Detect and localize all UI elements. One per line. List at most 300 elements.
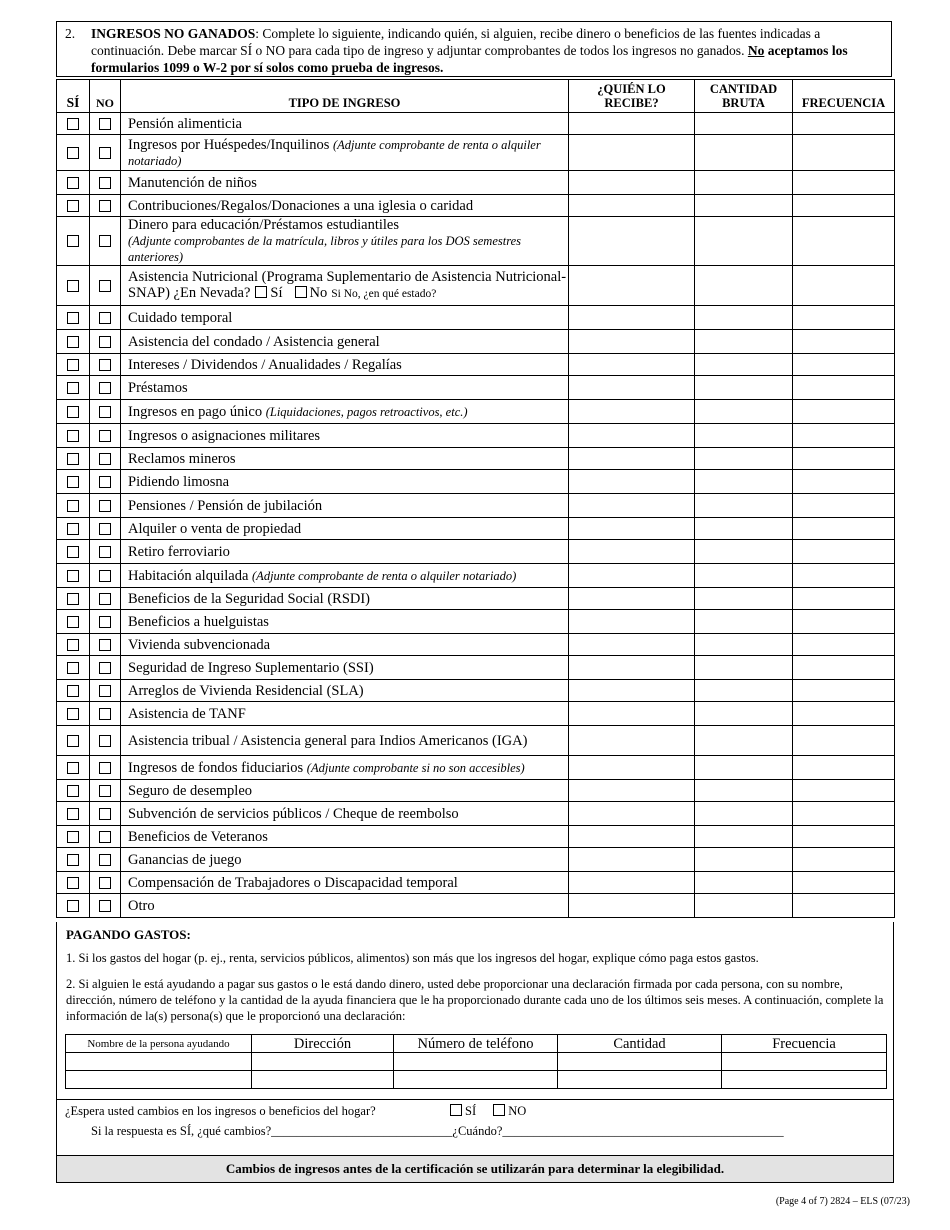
yes-checkbox[interactable] [67,639,79,651]
no-cell [90,266,121,306]
no-checkbox[interactable] [99,662,111,674]
yes-cell [57,826,90,848]
amount-cell[interactable] [695,330,793,354]
who-cell[interactable] [569,400,695,424]
yes-checkbox[interactable] [67,616,79,628]
frequency-cell[interactable] [793,306,895,330]
section-number: 2. [65,26,76,41]
no-cell [90,330,121,354]
amount-cell[interactable] [695,780,793,802]
yes-cell [57,135,90,171]
yes-cell [57,780,90,802]
frequency-cell[interactable] [793,540,895,564]
amount-cell[interactable] [695,802,793,826]
who-cell[interactable] [569,540,695,564]
expenses-title: PAGANDO GASTOS: [66,927,191,942]
no-cell [90,826,121,848]
yes-checkbox[interactable] [67,570,79,582]
helper-name-cell[interactable] [66,1053,252,1071]
frequency-cell[interactable] [793,113,895,135]
yes-cell [57,113,90,135]
yes-cell [57,494,90,518]
frequency-cell[interactable] [793,872,895,894]
no-checkbox[interactable] [99,708,111,720]
instructions-no: No [747,43,765,58]
income-rows [57,113,895,918]
helper-amount-cell[interactable] [558,1071,722,1089]
yes-checkbox[interactable] [67,546,79,558]
yes-cell [57,540,90,564]
amount-cell[interactable] [695,306,793,330]
frequency-cell[interactable] [793,171,895,195]
amount-cell[interactable] [695,195,793,217]
no-checkbox[interactable] [99,476,111,488]
income-type-label [121,113,569,135]
who-cell[interactable] [569,756,695,780]
yes-checkbox[interactable] [67,453,79,465]
frequency-cell[interactable] [793,448,895,470]
income-type-note: (Adjunte comprobante si no son accesibles) [306,760,525,775]
no-checkbox[interactable] [99,854,111,866]
helper-frequency-cell[interactable] [722,1053,887,1071]
frequency-cell[interactable] [793,330,895,354]
amount-cell[interactable] [695,826,793,848]
who-cell[interactable] [569,826,695,848]
income-type-label [121,400,569,424]
income-type-label [121,848,569,872]
amount-cell[interactable] [695,217,793,266]
amount-cell[interactable] [695,634,793,656]
frequency-cell[interactable] [793,400,895,424]
no-checkbox[interactable] [99,280,111,292]
no-checkbox[interactable] [99,523,111,535]
no-checkbox[interactable] [99,500,111,512]
no-cell [90,894,121,918]
income-type-label [121,354,569,376]
col-yes: SÍ [57,80,90,113]
frequency-cell[interactable] [793,135,895,171]
income-row [57,680,895,702]
yes-checkbox[interactable] [67,118,79,130]
yes-cell [57,564,90,588]
yes-cell [57,217,90,266]
frequency-cell[interactable] [793,494,895,518]
yes-checkbox[interactable] [67,808,79,820]
instructions-text: : Complete lo siguiente, indicando quién, si alguien, recibe dinero o beneficios de las fuentes indicadas a continuación. Debe marcar SÍ o NO para cada tipo de ingreso y adjuntar comprobantes de todos los ingresos no ganados. [91,26,821,58]
yes-checkbox[interactable] [67,476,79,488]
income-row [57,780,895,802]
no-checkbox[interactable] [99,200,111,212]
yes-checkbox[interactable] [67,523,79,535]
no-cell [90,588,121,610]
income-row [57,354,895,376]
who-cell[interactable] [569,588,695,610]
amount-cell[interactable] [695,113,793,135]
frequency-cell[interactable] [793,564,895,588]
frequency-cell[interactable] [793,195,895,217]
amount-cell[interactable] [695,376,793,400]
amount-cell[interactable] [695,540,793,564]
who-cell[interactable] [569,872,695,894]
yes-checkbox[interactable] [67,147,79,159]
no-checkbox[interactable] [99,616,111,628]
amount-cell[interactable] [695,470,793,494]
frequency-cell[interactable] [793,266,895,306]
amount-cell[interactable] [695,872,793,894]
income-type-text: Asistencia Nutricional (Programa Suplementario de Asistencia Nutricional-SNAP) ¿En Nevada? [128,269,567,301]
amount-cell[interactable] [695,756,793,780]
yes-checkbox[interactable] [67,593,79,605]
no-checkbox[interactable] [99,312,111,324]
who-cell[interactable] [569,680,695,702]
amount-cell[interactable] [695,726,793,756]
income-type-text: Asistencia tribual / Asistencia general para Indios Americanos (IGA) [128,732,528,749]
no-checkbox[interactable] [99,235,111,247]
no-cell [90,702,121,726]
income-type-text: Préstamos [128,379,188,396]
no-cell [90,872,121,894]
who-cell[interactable] [569,470,695,494]
income-row [57,135,895,171]
helper-amount-cell[interactable] [558,1053,722,1071]
helper-name-cell[interactable] [66,1071,252,1089]
income-type-label [121,656,569,680]
who-cell[interactable] [569,354,695,376]
frequency-cell[interactable] [793,470,895,494]
no-cell [90,518,121,540]
helpers-col-amount: Cantidad [558,1035,722,1053]
who-cell[interactable] [569,448,695,470]
snap-no-checkbox[interactable] [295,286,307,298]
income-type-label [121,780,569,802]
amount-cell[interactable] [695,354,793,376]
income-type-label [121,494,569,518]
income-type-label [121,448,569,470]
yes-checkbox[interactable] [67,177,79,189]
who-cell[interactable] [569,135,695,171]
yes-checkbox[interactable] [67,359,79,371]
no-cell [90,306,121,330]
changes-section [56,1099,894,1156]
helper-phone-cell[interactable] [394,1071,558,1089]
income-row [57,564,895,588]
who-cell[interactable] [569,424,695,448]
income-type-label [121,680,569,702]
who-cell[interactable] [569,610,695,634]
who-cell[interactable] [569,656,695,680]
income-row [57,306,895,330]
income-type-text: Alquiler o venta de propiedad [128,520,302,537]
income-type-label [121,376,569,400]
instructions-bold: aceptamos los formularios 1099 o W-2 por sí solos como prueba de ingresos. [91,43,848,75]
income-row [57,518,895,540]
page-number: (Page 4 of 7) 2824 – ELS (07/23) [775,1196,910,1207]
no-checkbox[interactable] [99,453,111,465]
no-checkbox[interactable] [99,382,111,394]
income-type-text: Seguro de desempleo [128,782,253,799]
who-cell[interactable] [569,726,695,756]
no-cell [90,113,121,135]
income-row [57,424,895,448]
yes-checkbox[interactable] [67,685,79,697]
frequency-cell[interactable] [793,726,895,756]
amount-cell[interactable] [695,588,793,610]
amount-cell[interactable] [695,424,793,448]
amount-cell[interactable] [695,610,793,634]
no-checkbox[interactable] [99,639,111,651]
frequency-cell[interactable] [793,518,895,540]
frequency-cell[interactable] [793,848,895,872]
income-type-text: Contribuciones/Regalos/Donaciones a una iglesia o caridad [128,197,474,214]
frequency-cell[interactable] [793,634,895,656]
no-checkbox[interactable] [99,546,111,558]
income-row [57,894,895,918]
amount-cell[interactable] [695,171,793,195]
frequency-cell[interactable] [793,610,895,634]
no-checkbox[interactable] [99,336,111,348]
snap-no-label: No [309,285,328,301]
amount-cell[interactable] [695,656,793,680]
snap-yes-label: Sí [270,285,283,301]
income-row [57,802,895,826]
income-type-text: Manutención de niños [128,174,257,191]
yes-checkbox[interactable] [67,900,79,912]
no-checkbox[interactable] [99,685,111,697]
income-row [57,217,895,266]
no-cell [90,726,121,756]
amount-cell[interactable] [695,494,793,518]
helper-address-cell[interactable] [252,1071,394,1089]
income-type-text: Cuidado temporal [128,309,233,326]
col-frequency: FRECUENCIA [793,80,895,113]
income-type-label [121,564,569,588]
no-checkbox[interactable] [99,831,111,843]
frequency-cell[interactable] [793,702,895,726]
yes-cell [57,656,90,680]
income-type-text: Pidiendo limosna [128,473,230,490]
income-type-text: Ingresos por Huéspedes/Inquilinos [128,136,333,153]
who-cell[interactable] [569,376,695,400]
no-cell [90,424,121,448]
frequency-cell[interactable] [793,680,895,702]
amount-cell[interactable] [695,448,793,470]
yes-checkbox[interactable] [67,312,79,324]
amount-cell[interactable] [695,894,793,918]
who-cell[interactable] [569,306,695,330]
yes-checkbox[interactable] [67,785,79,797]
yes-checkbox[interactable] [67,854,79,866]
no-cell [90,376,121,400]
helper-phone-cell[interactable] [394,1053,558,1071]
income-type-text: Dinero para educación/Préstamos estudiantiles [128,217,399,233]
income-type-label [121,171,569,195]
no-cell [90,448,121,470]
no-cell [90,564,121,588]
yes-cell [57,518,90,540]
frequency-cell[interactable] [793,354,895,376]
yes-checkbox[interactable] [67,382,79,394]
frequency-cell[interactable] [793,376,895,400]
frequency-cell[interactable] [793,780,895,802]
yes-cell [57,448,90,470]
amount-cell[interactable] [695,518,793,540]
yes-cell [57,610,90,634]
no-cell [90,680,121,702]
income-type-text: Beneficios de Veteranos [128,828,268,845]
income-row [57,656,895,680]
income-type-text: Ganancias de juego [128,851,242,868]
yes-checkbox[interactable] [67,762,79,774]
who-cell[interactable] [569,702,695,726]
who-cell[interactable] [569,494,695,518]
snap-yes-checkbox[interactable] [255,286,267,298]
who-cell[interactable] [569,217,695,266]
yes-checkbox[interactable] [67,708,79,720]
income-row [57,448,895,470]
helpers-row [66,1071,887,1089]
yes-checkbox[interactable] [67,735,79,747]
changes-no-checkbox[interactable] [493,1104,505,1116]
income-type-label [121,894,569,918]
income-type-label [121,217,569,266]
income-type-text: Otro [128,897,155,914]
income-type-text: Retiro ferroviario [128,543,230,560]
no-checkbox[interactable] [99,785,111,797]
helper-address-cell[interactable] [252,1053,394,1071]
who-cell[interactable] [569,802,695,826]
income-type-text: Reclamos mineros [128,450,236,467]
helpers-table [65,1034,887,1089]
frequency-cell[interactable] [793,588,895,610]
income-row [57,266,895,306]
frequency-cell[interactable] [793,756,895,780]
yes-checkbox[interactable] [67,280,79,292]
who-cell[interactable] [569,113,695,135]
yes-cell [57,894,90,918]
yes-checkbox[interactable] [67,662,79,674]
frequency-cell[interactable] [793,217,895,266]
income-row [57,400,895,424]
income-type-label [121,470,569,494]
yes-checkbox[interactable] [67,500,79,512]
income-row [57,171,895,195]
no-cell [90,656,121,680]
no-checkbox[interactable] [99,570,111,582]
col-who: ¿QUIÉN LO RECIBE? [569,80,695,113]
who-cell[interactable] [569,195,695,217]
yes-checkbox[interactable] [67,336,79,348]
no-checkbox[interactable] [99,735,111,747]
amount-cell[interactable] [695,702,793,726]
income-type-label [121,826,569,848]
col-no: NO [90,80,121,113]
yes-checkbox[interactable] [67,235,79,247]
expenses-question-2: 2. Si alguien le está ayudando a pagar sus gastos o le está dando dinero, usted debe proporcionar una declaración firmada por cada persona, con su nombre, dirección, número de teléfono y la cantidad de la ayuda financiera que le ha proporcionado durante cada uno de los últimos seis meses. A continuación, complete la información de la(s) persona(s) que le proporcionó una declaración: [66,977,884,1023]
yes-checkbox[interactable] [67,406,79,418]
income-row [57,540,895,564]
income-type-label [121,756,569,780]
no-checkbox[interactable] [99,430,111,442]
frequency-cell[interactable] [793,826,895,848]
who-cell[interactable] [569,780,695,802]
section-instructions [91,25,887,76]
yes-checkbox[interactable] [67,877,79,889]
income-type-text: Beneficios a huelguistas [128,613,269,630]
amount-cell[interactable] [695,680,793,702]
amount-cell[interactable] [695,848,793,872]
frequency-cell[interactable] [793,802,895,826]
frequency-cell[interactable] [793,894,895,918]
no-checkbox[interactable] [99,593,111,605]
amount-cell[interactable] [695,564,793,588]
who-cell[interactable] [569,266,695,306]
income-row [57,634,895,656]
who-cell[interactable] [569,634,695,656]
who-cell[interactable] [569,848,695,872]
col-amount: CANTIDAD BRUTA [695,80,793,113]
amount-cell[interactable] [695,266,793,306]
yes-checkbox[interactable] [67,430,79,442]
income-type-text: Pensiones / Pensión de jubilación [128,497,323,514]
helper-frequency-cell[interactable] [722,1071,887,1089]
yes-checkbox[interactable] [67,831,79,843]
income-type-label [121,802,569,826]
who-cell[interactable] [569,564,695,588]
no-checkbox[interactable] [99,177,111,189]
yes-checkbox[interactable] [67,200,79,212]
income-row [57,702,895,726]
income-type-text: Seguridad de Ingreso Suplementario (SSI) [128,659,374,676]
income-type-label [121,135,569,171]
no-cell [90,470,121,494]
income-type-text: Ingresos en pago único [128,403,266,420]
no-checkbox[interactable] [99,406,111,418]
who-cell[interactable] [569,894,695,918]
helpers-col-frequency: Frecuencia [722,1035,887,1053]
no-cell [90,610,121,634]
who-cell[interactable] [569,518,695,540]
changes-yes-label: SÍ [465,1104,477,1118]
income-type-text: Pensión alimenticia [128,115,242,132]
helpers-row [66,1053,887,1071]
frequency-cell[interactable] [793,424,895,448]
no-cell [90,634,121,656]
income-type-label [121,610,569,634]
no-cell [90,400,121,424]
no-checkbox[interactable] [99,762,111,774]
no-checkbox[interactable] [99,118,111,130]
yes-cell [57,400,90,424]
amount-cell[interactable] [695,400,793,424]
yes-cell [57,376,90,400]
changes-yes-checkbox[interactable] [450,1104,462,1116]
no-checkbox[interactable] [99,877,111,889]
no-checkbox[interactable] [99,359,111,371]
income-type-label [121,195,569,217]
col-type: TIPO DE INGRESO [121,80,569,113]
no-checkbox[interactable] [99,147,111,159]
no-checkbox[interactable] [99,808,111,820]
income-row [57,726,895,756]
helpers-col-address: Dirección [252,1035,394,1053]
who-cell[interactable] [569,330,695,354]
income-row [57,848,895,872]
helpers-col-name: Nombre de la persona ayudando [66,1035,252,1053]
no-checkbox[interactable] [99,900,111,912]
amount-cell[interactable] [695,135,793,171]
frequency-cell[interactable] [793,656,895,680]
who-cell[interactable] [569,171,695,195]
